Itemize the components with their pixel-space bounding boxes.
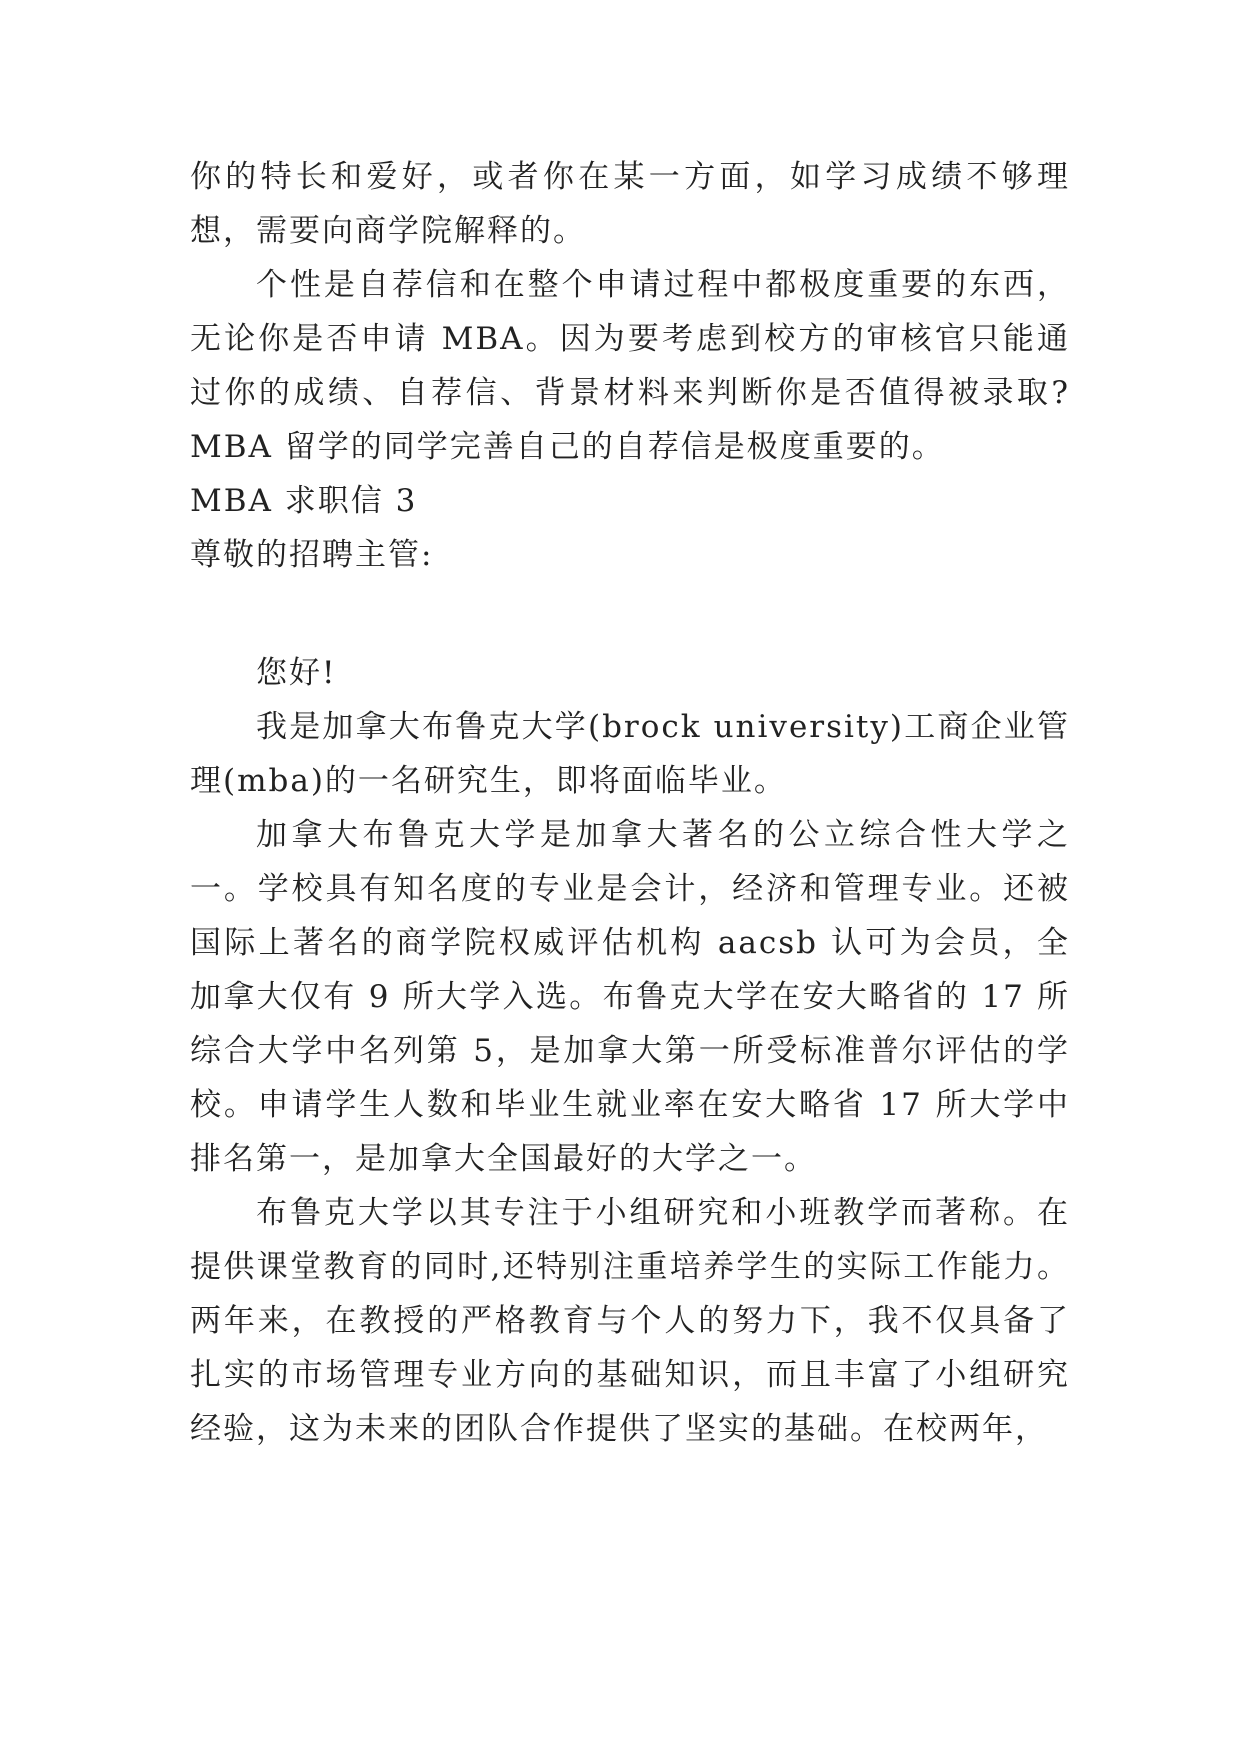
paragraph-study-experience: 布鲁克大学以其专注于小组研究和小班教学而著称。在提供课堂教育的同时,还特别注重培养学生的实际工作能力。两年来，在教授的严格教育与个人的努力下，我不仅具备了扎实的市场管理专业方向的基础知识，而且丰富了小组研究经验，这为未来的团队合作提供了坚实的基础。在校两年， [190,1195,1070,1447]
salutation: 尊敬的招聘主管: [190,537,434,573]
section-heading: MBA 求职信 3 [190,483,418,519]
paragraph-introduction: 我是加拿大布鲁克大学(brock university)工商企业管理(mba)的一名研究生，即将面临毕业。 [190,709,1070,799]
paragraph-university: 加拿大布鲁克大学是加拿大著名的公立综合性大学之一。学校具有知名度的专业是会计，经济和管理专业。还被国际上著名的商学院权威评估机构 aacsb 认可为会员，全加拿大仅有 9 所大学入选。布鲁克大学在安大略省的 17 所综合大学中名列第 5，是加拿大第一所受标准普尔评估的学校。申请学生人数和毕业生就业率在安大略省 17 所大学中排名第一，是加拿大全国最好的大学之一。 [190,817,1070,1177]
paragraph-continuation: 你的特长和爱好，或者你在某一方面，如学习成绩不够理想，需要向商学院解释的。 [190,159,1070,249]
document-body [190,150,1070,1456]
blank-line [190,582,1070,636]
paragraph-personality: 个性是自荐信和在整个申请过程中都极度重要的东西，无论你是否申请 MBA。因为要考虑到校方的审核官只能通过你的成绩、自荐信、背景材料来判断你是否值得被录取?MBA 留学的同学完善自己的自荐信是极度重要的。 [190,267,1070,465]
greeting: 您好! [256,655,337,691]
